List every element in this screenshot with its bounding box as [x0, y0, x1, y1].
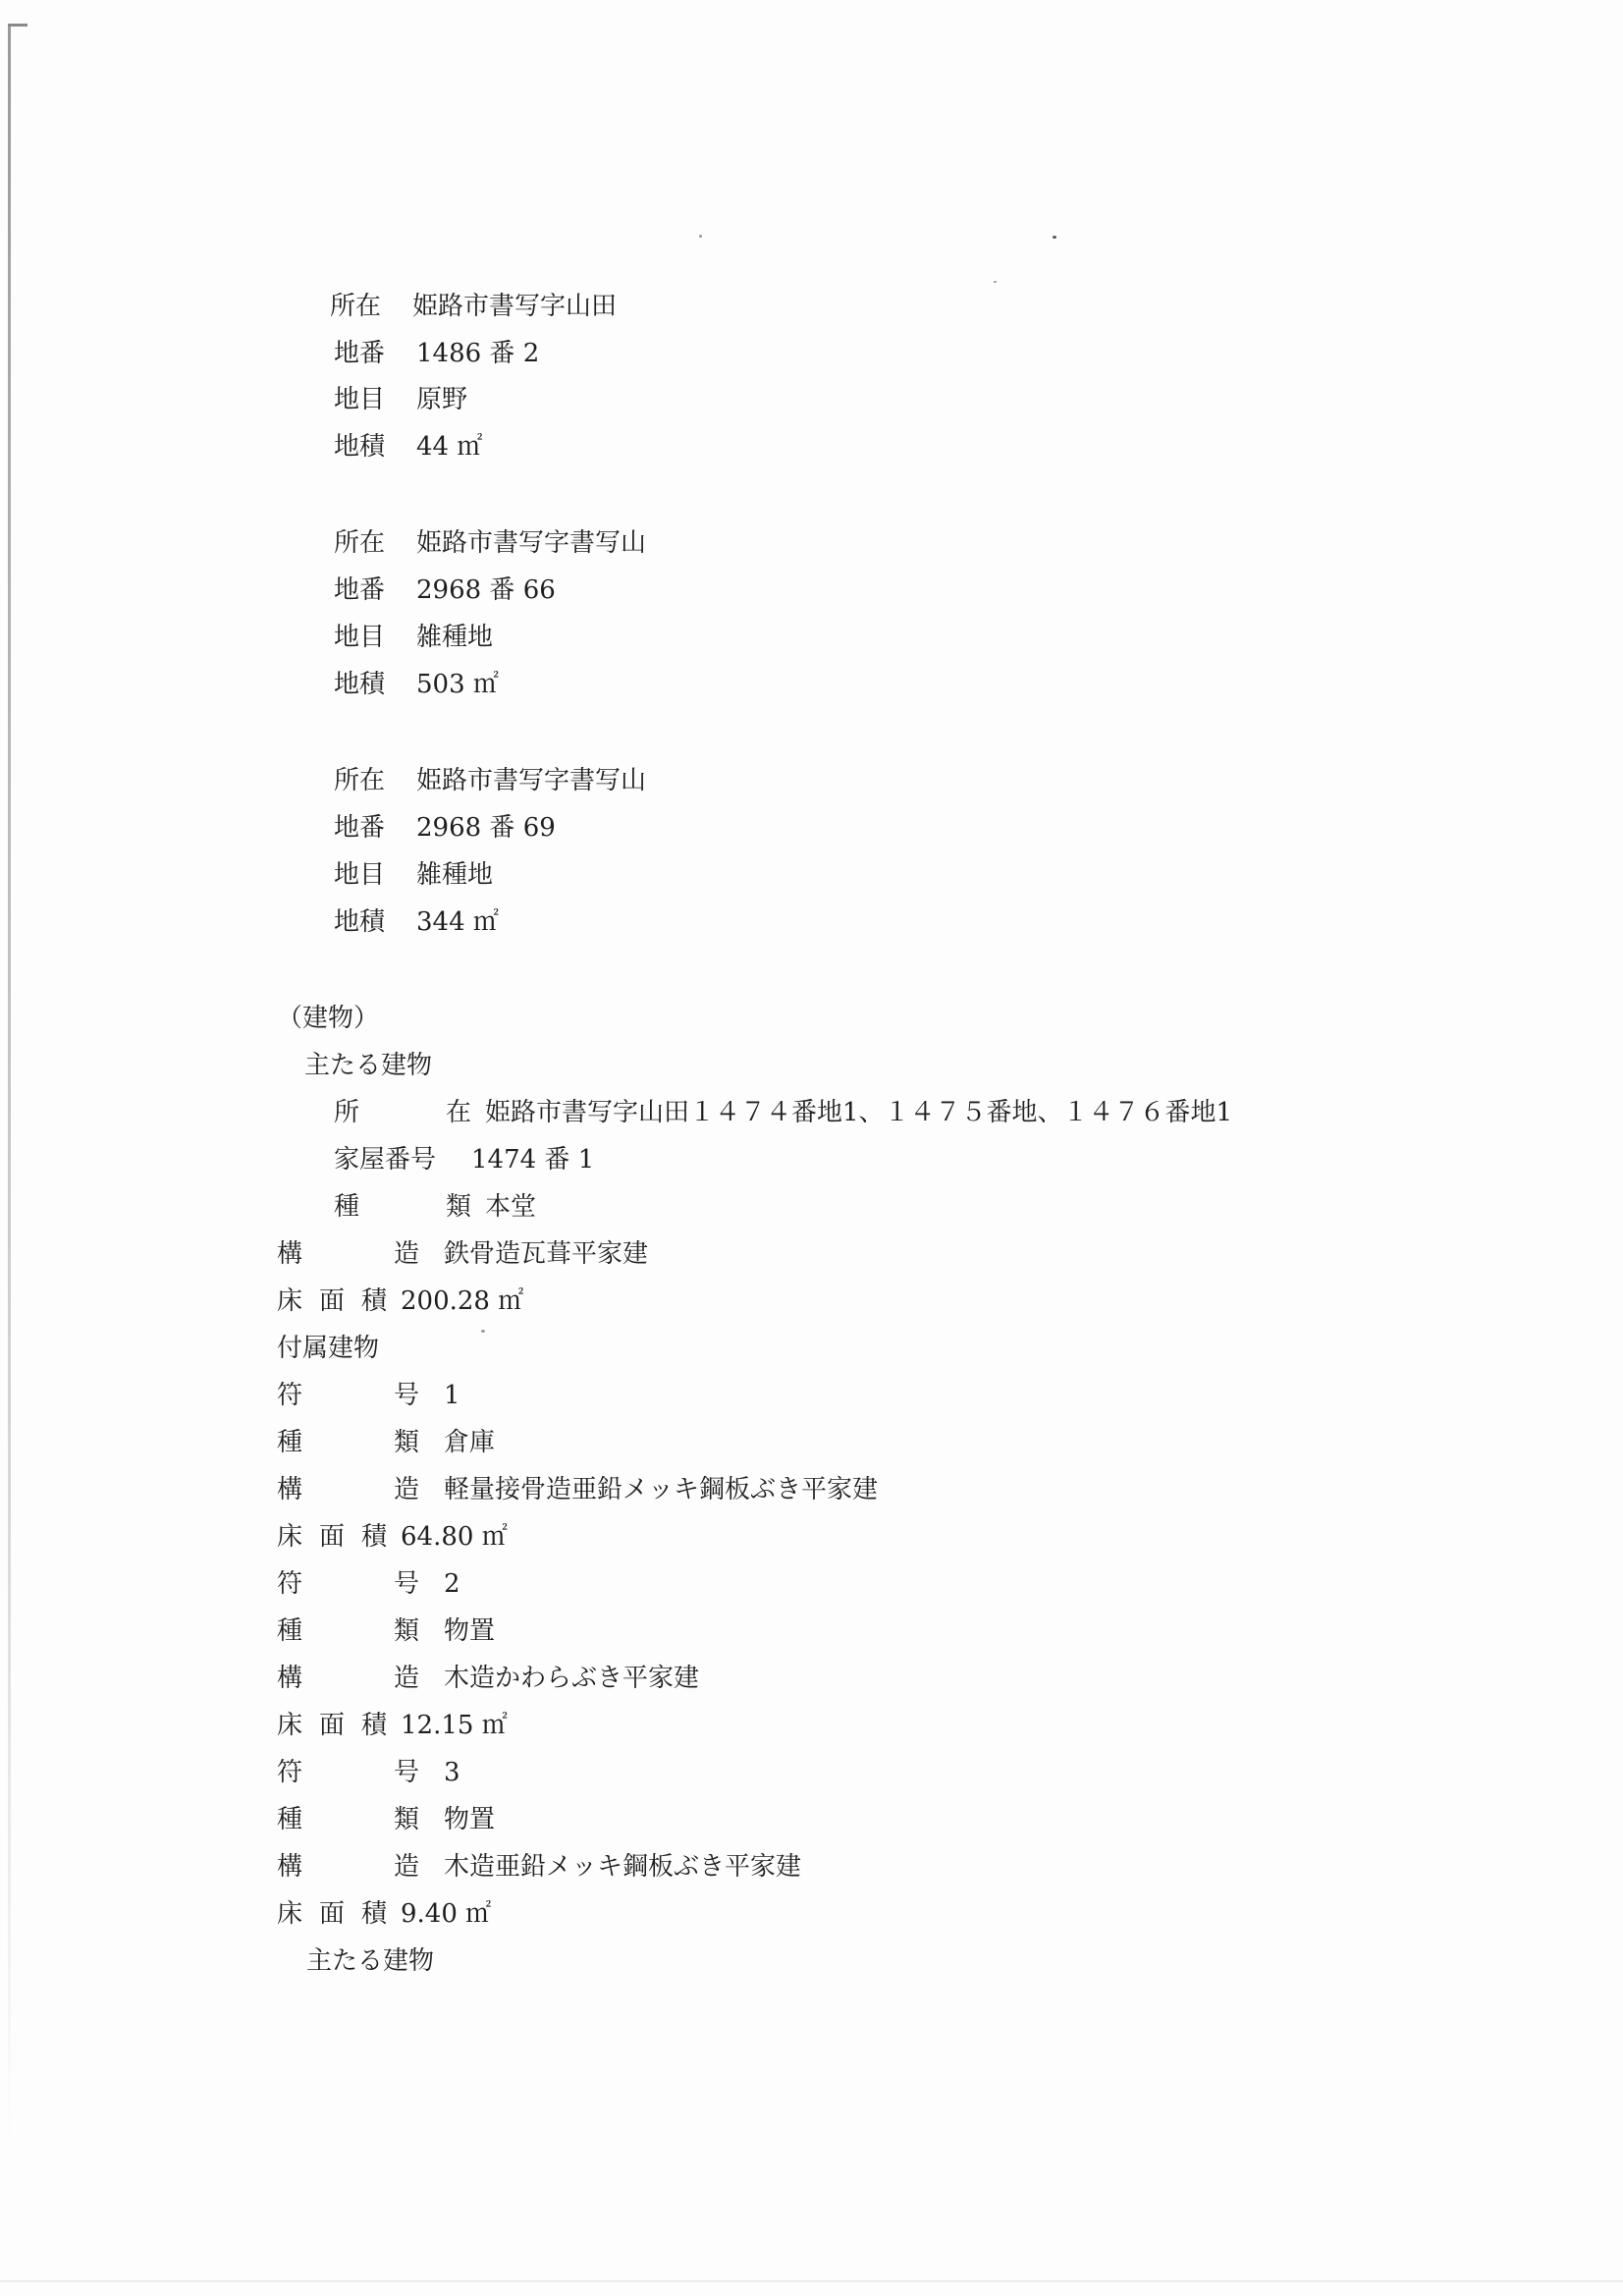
- annex-heading: 付属建物: [277, 1334, 380, 1363]
- building-type-value: 本堂: [485, 1192, 537, 1222]
- parcel-2-area-line: [334, 669, 499, 700]
- scan-speck: [1053, 236, 1056, 239]
- parcel-number-label: 地番: [334, 339, 386, 368]
- building-floor-area-line: [277, 1285, 523, 1317]
- annex-structure-label: 構 造: [277, 1664, 419, 1693]
- annex-symbol-label: 符 号: [277, 1758, 419, 1787]
- parcel-number-label: 地番: [334, 813, 386, 843]
- parcel-category-label: 地目: [334, 860, 386, 890]
- parcel-3-category-line: [334, 859, 493, 891]
- annex-structure-value: 木造かわらぶき平家建: [444, 1664, 700, 1693]
- annex-structure-label: 構 造: [277, 1475, 419, 1504]
- parcel-location-label: 所在: [334, 528, 386, 558]
- annex-type-label: 種 類: [277, 1616, 419, 1646]
- parcel-category-value: 雑種地: [416, 623, 494, 652]
- parcel-location-value: 姫路市書写字書写山: [416, 528, 647, 558]
- annex-3-structure-line: [277, 1851, 801, 1883]
- building-type-line: [334, 1191, 536, 1223]
- building-section-title: （建物）: [277, 1004, 380, 1033]
- building-type-label: 種 類: [334, 1192, 471, 1222]
- parcel-1-area-line: [334, 431, 482, 463]
- house-number-value: 1474 番 1: [471, 1145, 595, 1175]
- annex-2-structure-line: [277, 1663, 699, 1694]
- parcel-category-label: 地目: [334, 385, 386, 414]
- building-location-value: 姫路市書写字山田１４７４番地1、１４７５番地、１４７６番地1: [485, 1098, 1233, 1127]
- annex-floor-area-label: 床 面 積: [277, 1899, 387, 1929]
- building-location-label: 所 在: [334, 1098, 471, 1127]
- parcel-area-label: 地積: [334, 432, 386, 462]
- parcel-location-label: 所在: [330, 292, 382, 321]
- parcel-3-location-line: [334, 765, 646, 796]
- parcel-2-number-line: [334, 574, 556, 606]
- parcel-number-value: 2968 番 69: [416, 813, 556, 843]
- parcel-location-value: 姫路市書写字山田: [412, 292, 618, 321]
- parcel-area-value: 344 ㎡: [416, 907, 499, 937]
- annex-symbol-label: 符 号: [277, 1569, 419, 1599]
- main-building-heading: 主たる建物: [304, 1051, 433, 1080]
- annex-3-type-line: [277, 1804, 495, 1835]
- annex-type-value: 物置: [444, 1805, 496, 1834]
- annex-floor-area-label: 床 面 積: [277, 1522, 387, 1552]
- annex-2-type-line: [277, 1615, 495, 1647]
- annex-symbol-value: 1: [444, 1381, 460, 1410]
- annex-floor-area-label: 床 面 積: [277, 1711, 387, 1740]
- parcel-location-label: 所在: [334, 766, 386, 795]
- annex-1-floor-area-line: [277, 1521, 508, 1553]
- annex-1-symbol-line: [277, 1380, 460, 1411]
- parcel-2-category-line: [334, 622, 493, 653]
- annex-symbol-value: 2: [444, 1569, 460, 1599]
- annex-1-type-line: [277, 1427, 495, 1458]
- annex-2-floor-area-line: [277, 1710, 508, 1741]
- parcel-area-label: 地積: [334, 670, 386, 699]
- scan-speck: [994, 281, 997, 283]
- parcel-area-value: 503 ㎡: [416, 670, 499, 699]
- parcel-2-location-line: [334, 527, 646, 559]
- annex-structure-value: 木造亜鉛メッキ鋼板ぶき平家建: [444, 1852, 802, 1882]
- scan-speck: [481, 1330, 485, 1333]
- parcel-3-area-line: [334, 906, 499, 938]
- annex-type-label: 種 類: [277, 1428, 419, 1457]
- parcel-number-value: 1486 番 2: [416, 339, 540, 368]
- parcel-category-label: 地目: [334, 623, 386, 652]
- next-main-building-heading: 主たる建物: [306, 1946, 435, 1976]
- house-number-line: [334, 1144, 594, 1175]
- annex-structure-label: 構 造: [277, 1852, 419, 1882]
- parcel-number-value: 2968 番 66: [416, 575, 556, 605]
- building-floor-area-label: 床 面 積: [277, 1286, 387, 1316]
- annex-type-value: 物置: [444, 1616, 496, 1646]
- scan-bottom-edge: [0, 2280, 1623, 2282]
- house-number-label: 家屋番号: [334, 1145, 437, 1175]
- annex-floor-area-value: 12.15 ㎡: [401, 1711, 508, 1740]
- annex-1-structure-line: [277, 1474, 878, 1505]
- annex-3-symbol-line: [277, 1757, 460, 1788]
- building-structure-value: 鉄骨造瓦葺平家建: [444, 1239, 649, 1269]
- parcel-area-value: 44 ㎡: [416, 432, 483, 462]
- annex-structure-value: 軽量接骨造亜鉛メッキ鋼板ぶき平家建: [444, 1475, 879, 1504]
- scan-speck: [699, 235, 702, 238]
- parcel-location-value: 姫路市書写字書写山: [416, 766, 647, 795]
- annex-type-value: 倉庫: [444, 1428, 496, 1457]
- parcel-1-location-line: [330, 291, 617, 322]
- parcel-number-label: 地番: [334, 575, 386, 605]
- building-structure-line: [277, 1238, 648, 1270]
- parcel-category-value: 雑種地: [416, 860, 494, 890]
- building-location-line: [334, 1097, 1232, 1128]
- annex-type-label: 種 類: [277, 1805, 419, 1834]
- parcel-1-category-line: [334, 384, 467, 415]
- annex-2-symbol-line: [277, 1568, 460, 1600]
- annex-3-floor-area-line: [277, 1898, 491, 1930]
- building-structure-label: 構 造: [277, 1239, 419, 1269]
- annex-symbol-label: 符 号: [277, 1381, 419, 1410]
- annex-floor-area-value: 64.80 ㎡: [401, 1522, 508, 1552]
- annex-symbol-value: 3: [444, 1758, 460, 1787]
- parcel-area-label: 地積: [334, 907, 386, 937]
- parcel-category-value: 原野: [416, 385, 468, 414]
- annex-floor-area-value: 9.40 ㎡: [401, 1899, 492, 1929]
- building-floor-area-value: 200.28 ㎡: [401, 1286, 524, 1316]
- parcel-1-number-line: [334, 338, 539, 369]
- scan-corner-mark: [8, 24, 11, 2145]
- parcel-3-number-line: [334, 812, 556, 844]
